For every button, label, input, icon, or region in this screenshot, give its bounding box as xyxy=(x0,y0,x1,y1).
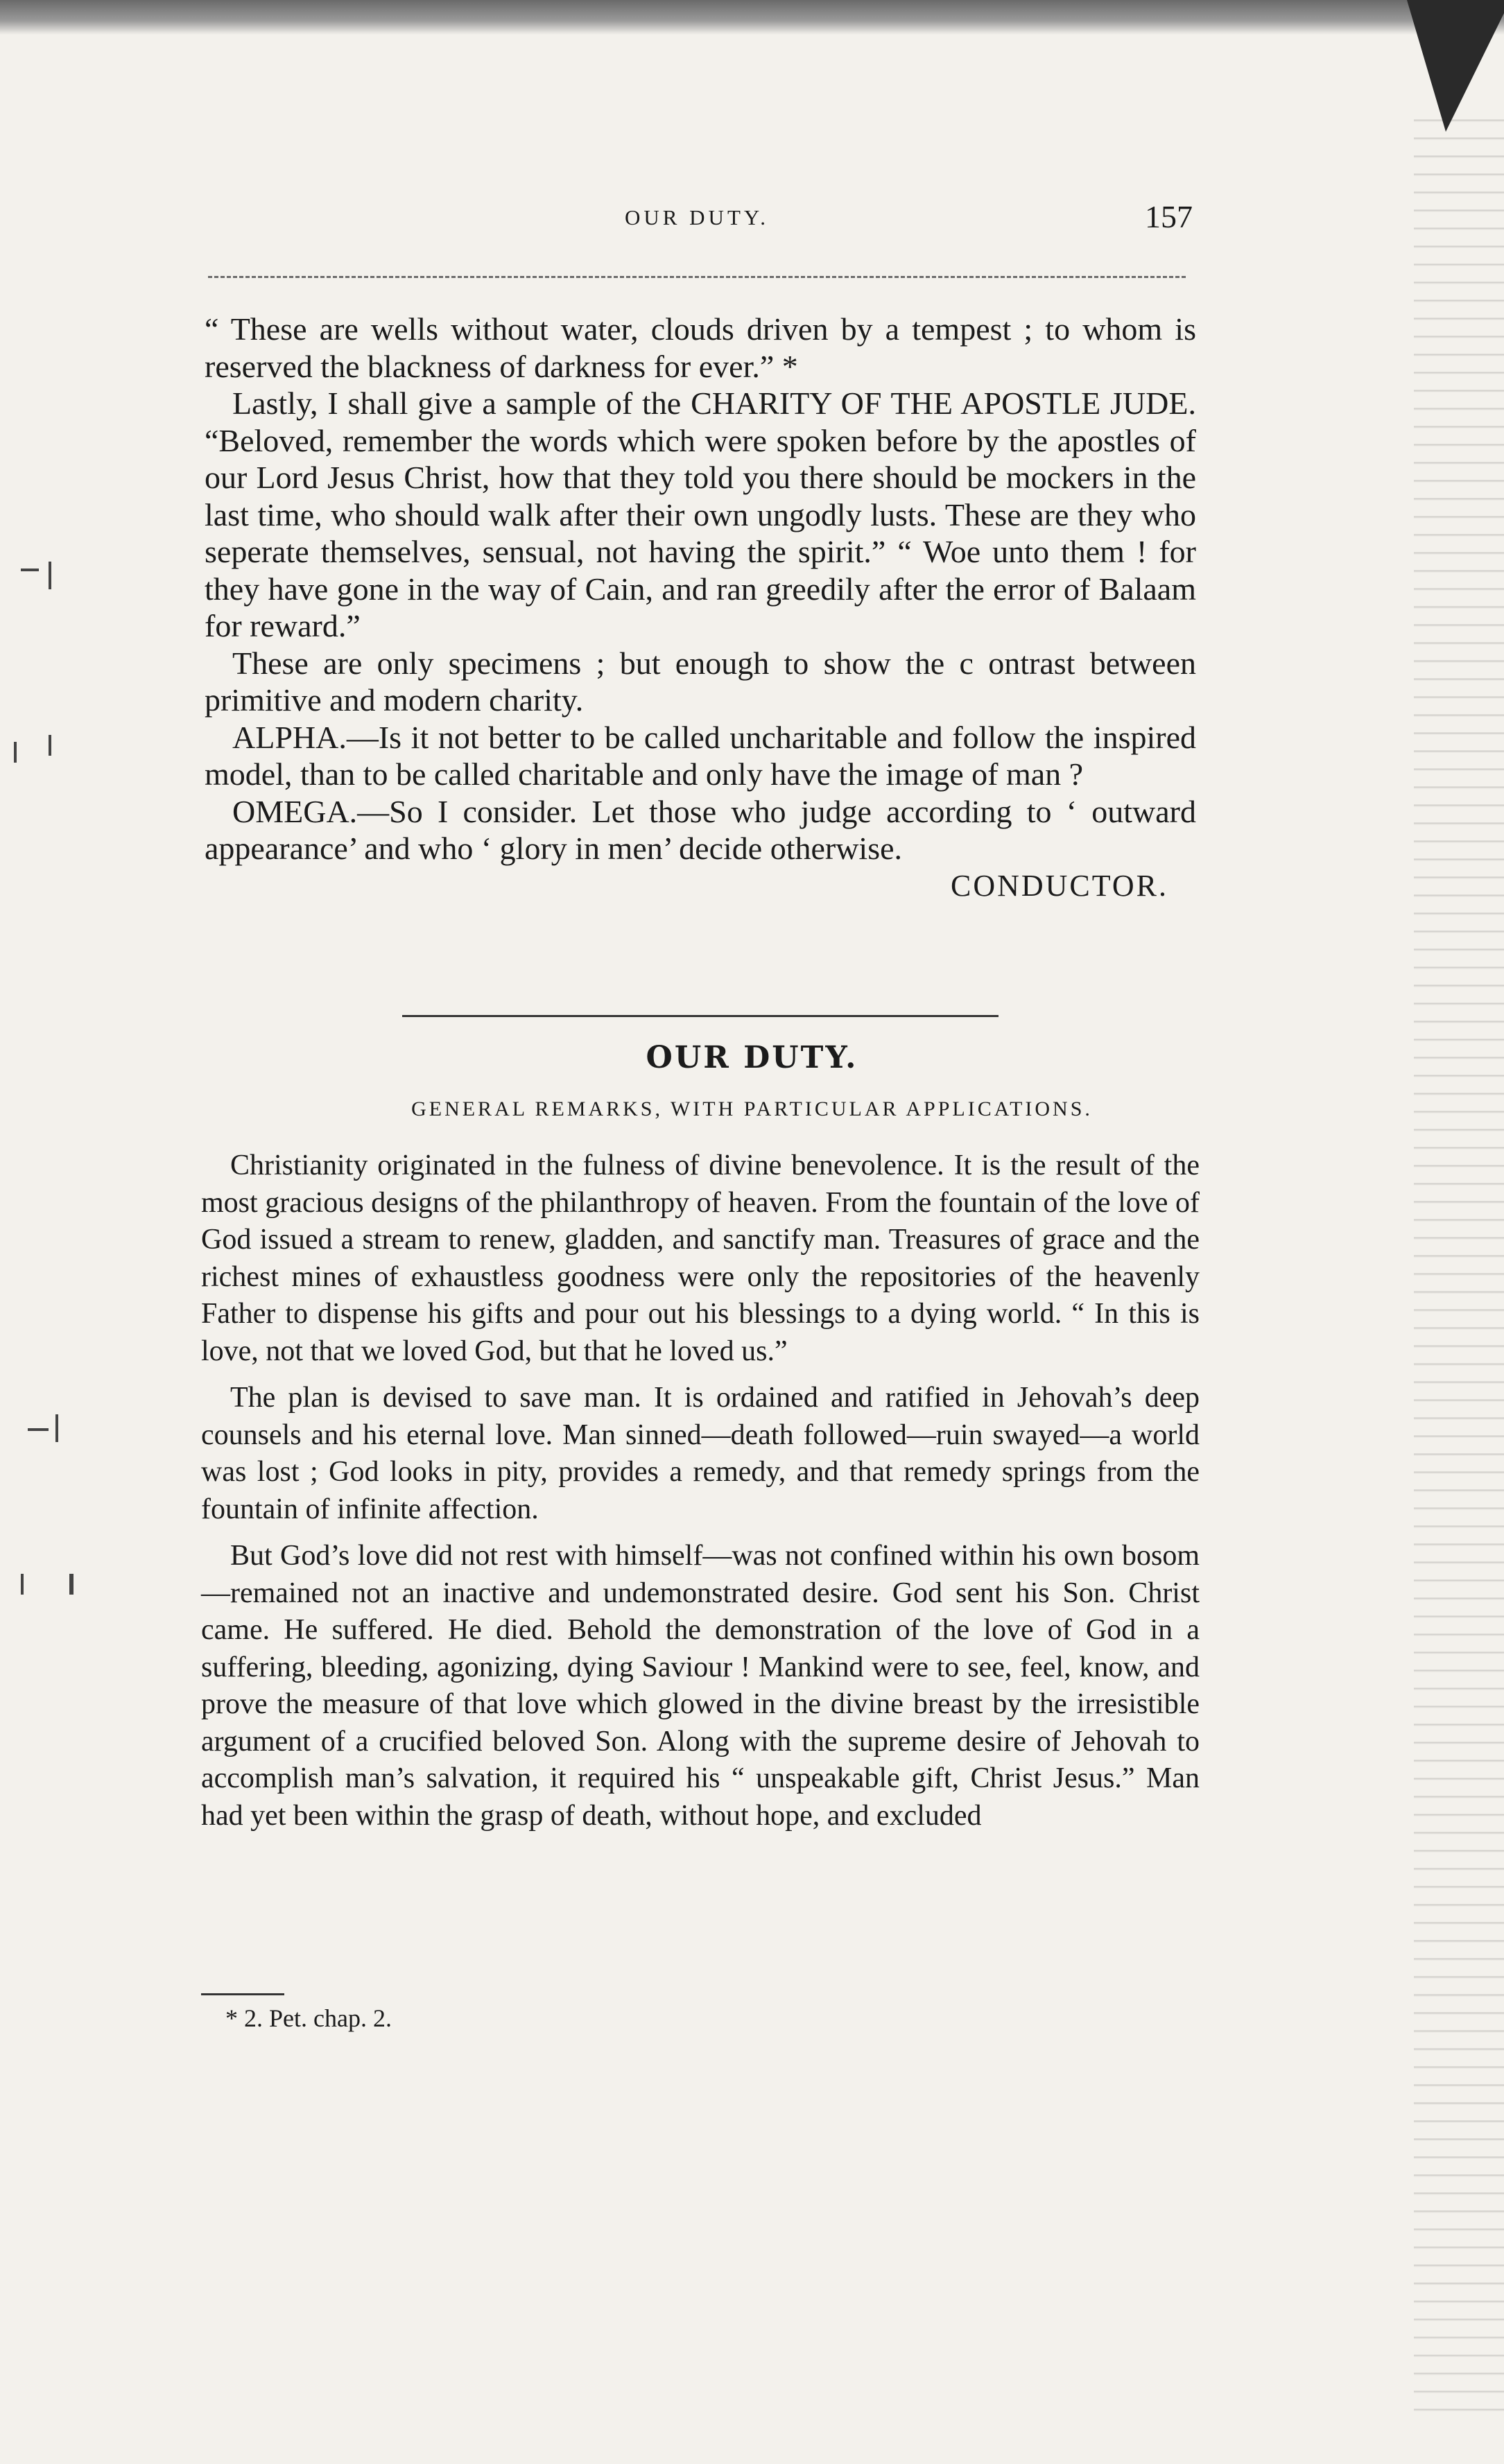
paragraph: OMEGA.—So I consider. Let those who judge according to ‘ outward appearance’ and who ‘ glory in men’ decide otherwise. xyxy=(205,793,1196,866)
paragraph: The plan is devised to save man. It is ordained and ratified in Jehovah’s deep counsels and his eternal love. Man sinned—death followed—ruin swayed—a world was lost ; God looks in pity, provides a remedy, and that remedy springs from the fountain of infinite affection. xyxy=(201,1382,1200,1525)
paragraph: “ These are wells without water, clouds driven by a tempest ; to whom is reserved the blackness of darkness for ever.” * xyxy=(205,311,1196,384)
footnote: * 2. Pet. chap. 2. xyxy=(225,2004,392,2032)
header-rule xyxy=(208,276,1186,278)
section-title: OUR DUTY. xyxy=(646,1040,858,1075)
paragraph: Christianity originated in the fulness of divine benevolence. It is the result of the most gracious designs of the philanthropy of heaven. From the fountain of the love of God issued a stream to renew, gladden, and sanctify man. Treasures of grace and the richest mines of exhaustless goodness were only the repositories of the heavenly Father to dispense his gifts and pour out his blessings to a dying world. “ In this is love, not that we loved God, but that he loved us.” xyxy=(201,1149,1200,1367)
paragraph: ALPHA.—Is it not better to be called uncharitable and follow the inspired model, than to be called charitable and only have the image of man ? xyxy=(205,719,1196,792)
running-head: OUR DUTY. xyxy=(624,205,770,229)
page-header xyxy=(201,199,1193,247)
page-number: 157 xyxy=(1145,199,1193,234)
paragraph: These are only specimens ; but enough to show the c ontrast between primitive and modern charity. xyxy=(205,645,1196,718)
footnote-rule xyxy=(201,1993,284,1995)
previous-section-text xyxy=(205,311,1196,904)
paragraph: But God’s love did not rest with himself—was not confined within his own bosom—remained not an inactive and undemonstrated desire. God sent his Son. Christ came. He suffered. He died. Behold the demonstration of the love of God in a suffering, bleeding, agonizing, dying Saviour ! Mankind were to see, feel, know, and prove the measure of that love which glowed in the divine breast by the irresistible argument of a crucified beloved Son. Along with the supreme desire of Jehovah to accomplish man’s salvation, it required his “ unspeakable gift, Christ Jesus.” Man had yet been within the grasp of death, without hope, and excluded xyxy=(201,1540,1200,1832)
scan-top-shadow xyxy=(0,0,1504,35)
section-divider xyxy=(402,1015,999,1017)
scan-edge-noise xyxy=(1414,104,1504,2427)
signature: CONDUCTOR. xyxy=(950,868,1168,903)
paragraph: Lastly, I shall give a sample of the CHARITY OF THE APOSTLE JUDE. “Beloved, remember the words which were spoken before by the apostles of our Lord Jesus Christ, how that they told you there should be mockers in the last time, who should walk after their own ungodly lusts. These are they who seperate themselves, sensual, not having the spirit.” “ Woe unto them ! for they have gone in the way of Cain, and ran greedily after the error of Balaam for reward.” xyxy=(205,385,1196,643)
section-subtitle: GENERAL REMARKS, WITH PARTICULAR APPLICATIONS. xyxy=(411,1097,1093,1120)
section-body xyxy=(201,1147,1200,1834)
